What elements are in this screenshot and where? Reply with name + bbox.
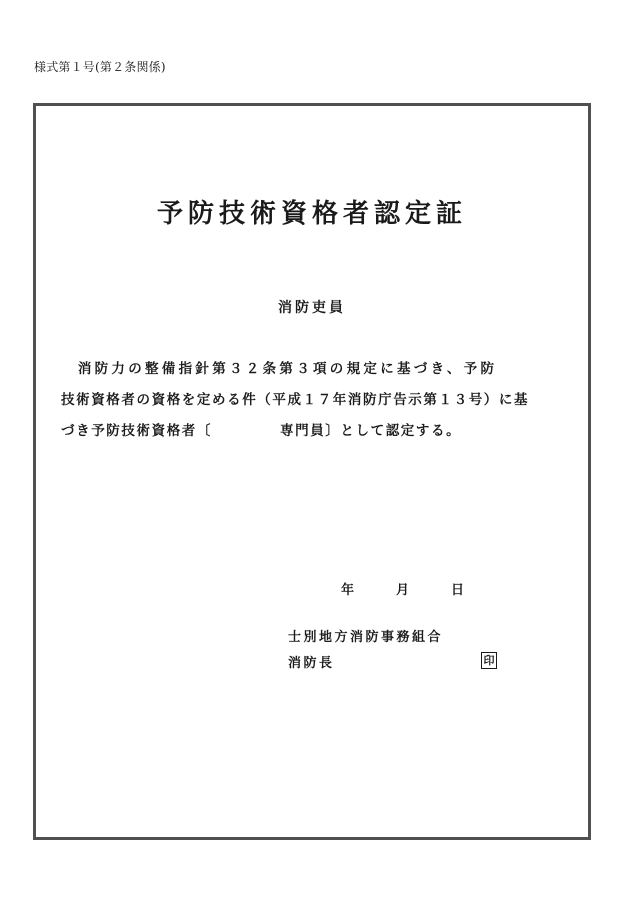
issue-date — [341, 579, 464, 598]
certificate-frame — [33, 103, 591, 840]
date-year-label: 年 — [341, 583, 355, 598]
form-number: 様式第１号(第２条関係) — [34, 60, 166, 74]
body-line-3-start: づき予防技術資格者〔 — [61, 423, 212, 439]
date-month-label: 月 — [396, 583, 410, 598]
certificate-body — [61, 354, 571, 447]
body-line-1 — [61, 354, 571, 385]
body-line-2: 技術資格者の資格を定める件（平成１７年消防庁告示第１３号）に基 — [61, 392, 530, 408]
body-line-3 — [61, 416, 571, 447]
body-line-1-text: 消防力の整備指針第３２条第３項の規定に基づき、予防 — [77, 361, 498, 377]
issuer-organization: 士別地方消防事務組合 — [288, 630, 444, 645]
body-line-3-end: 専門員〕として認定する。 — [280, 423, 462, 439]
certificate-title: 予防技術資格者認定証 — [156, 199, 467, 229]
seal-mark: 印 — [481, 652, 497, 669]
issuer-title: 消防長 — [288, 656, 335, 671]
date-day-label: 日 — [451, 583, 465, 598]
certificate-rank: 消防吏員 — [278, 300, 346, 316]
